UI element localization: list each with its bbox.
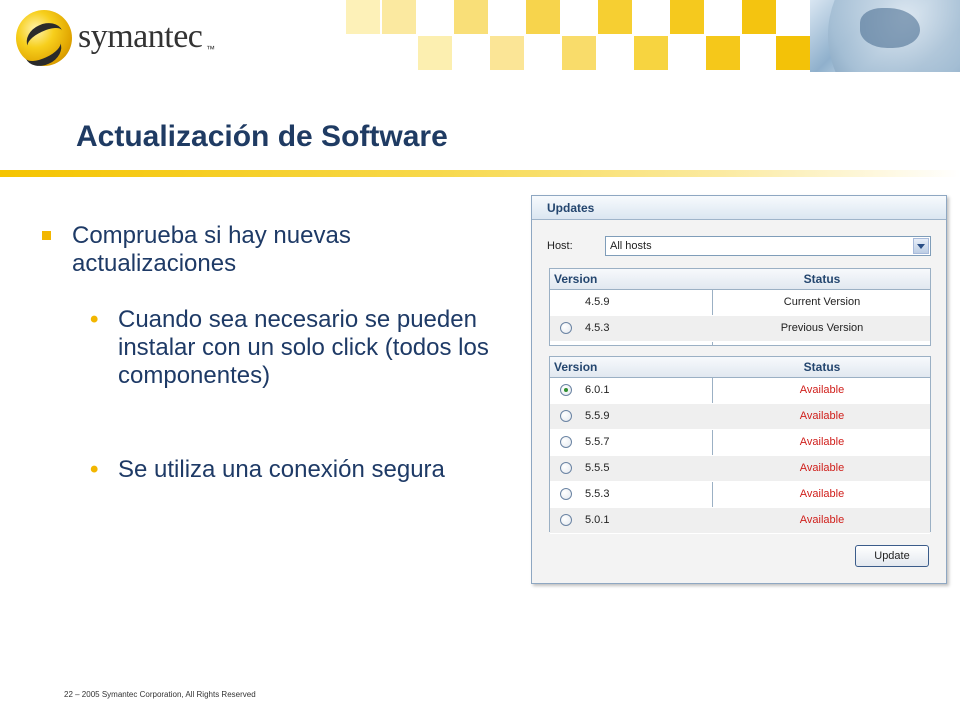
tile	[562, 36, 596, 70]
version-cell: 4.5.9	[585, 296, 610, 308]
table-row[interactable]	[550, 378, 930, 404]
radio-button-icon[interactable]	[560, 436, 572, 448]
globe-image	[810, 0, 960, 72]
bullet-text: Comprueba si hay nuevas actualizaciones	[72, 222, 351, 277]
version-cell: 5.5.7	[585, 436, 610, 448]
slide-title: Actualización de Software	[76, 120, 448, 153]
tile	[526, 0, 560, 34]
status-cell: Current Version	[783, 296, 861, 308]
radio-button-icon[interactable]	[560, 410, 572, 422]
tile	[776, 36, 810, 70]
table-header	[550, 269, 930, 290]
status-cell: Available	[799, 384, 845, 396]
version-cell: 5.5.9	[585, 410, 610, 422]
tile	[670, 0, 704, 34]
panel-header	[532, 196, 946, 220]
status-cell: Available	[799, 436, 845, 448]
symantec-logo	[16, 10, 216, 66]
title-underline	[0, 170, 960, 177]
column-header-status[interactable]: Status	[803, 360, 841, 374]
dot-bullet-icon: •	[90, 456, 99, 483]
symantec-logo-icon	[16, 10, 72, 66]
host-select-value: All hosts	[610, 240, 652, 252]
dot-bullet-icon: •	[90, 306, 99, 333]
radio-button-icon[interactable]	[560, 514, 572, 526]
table-row[interactable]	[550, 482, 930, 508]
column-header-version[interactable]: Version	[554, 272, 598, 286]
table-row[interactable]	[550, 430, 930, 456]
version-cell: 6.0.1	[585, 384, 610, 396]
column-header-status[interactable]: Status	[803, 272, 841, 286]
version-cell: 5.5.5	[585, 462, 610, 474]
table-row[interactable]	[550, 404, 930, 430]
table-row[interactable]	[550, 456, 930, 482]
dropdown-arrow-icon[interactable]	[913, 238, 929, 254]
radio-button-icon[interactable]	[560, 462, 572, 474]
status-cell: Previous Version	[780, 322, 864, 334]
status-cell: Available	[799, 410, 845, 422]
radio-button-icon[interactable]	[560, 384, 572, 396]
installed-versions-table	[549, 268, 931, 346]
panel-title: Updates	[547, 201, 595, 215]
brand-trademark: ™	[206, 44, 215, 54]
tile	[742, 0, 776, 34]
tile	[490, 36, 524, 70]
host-label: Host:	[547, 240, 573, 252]
status-cell: Available	[799, 462, 845, 474]
column-header-version[interactable]: Version	[554, 360, 598, 374]
decorative-yellow-tiles	[330, 0, 810, 72]
tile	[706, 36, 740, 70]
tile	[382, 0, 416, 34]
host-select[interactable]	[605, 236, 931, 256]
version-cell: 5.0.1	[585, 514, 610, 526]
brand-name: symantec	[78, 18, 203, 55]
status-cell: Available	[799, 514, 845, 526]
radio-button-icon[interactable]	[560, 322, 572, 334]
radio-button-icon[interactable]	[560, 488, 572, 500]
square-bullet-icon	[42, 231, 51, 240]
tile	[634, 36, 668, 70]
table-header	[550, 357, 930, 378]
table-row	[550, 290, 930, 316]
sub-bullet-text: Se utiliza una conexión segura	[118, 456, 445, 483]
available-versions-table	[549, 356, 931, 532]
update-button[interactable]: Update	[855, 545, 929, 567]
tile	[598, 0, 632, 34]
tile	[454, 0, 488, 34]
footer-copyright: 22 – 2005 Symantec Corporation, All Rights Reserved	[64, 690, 256, 699]
sub-bullet-text: Cuando sea necesario se pueden instalar con un solo click (todos los componentes)	[118, 306, 489, 389]
status-cell: Available	[799, 488, 845, 500]
table-row	[550, 316, 930, 342]
table-row[interactable]	[550, 508, 930, 534]
updates-panel	[531, 195, 947, 584]
tile	[346, 0, 380, 34]
tile	[418, 36, 452, 70]
version-cell: 4.5.3	[585, 322, 610, 334]
version-cell: 5.5.3	[585, 488, 610, 500]
